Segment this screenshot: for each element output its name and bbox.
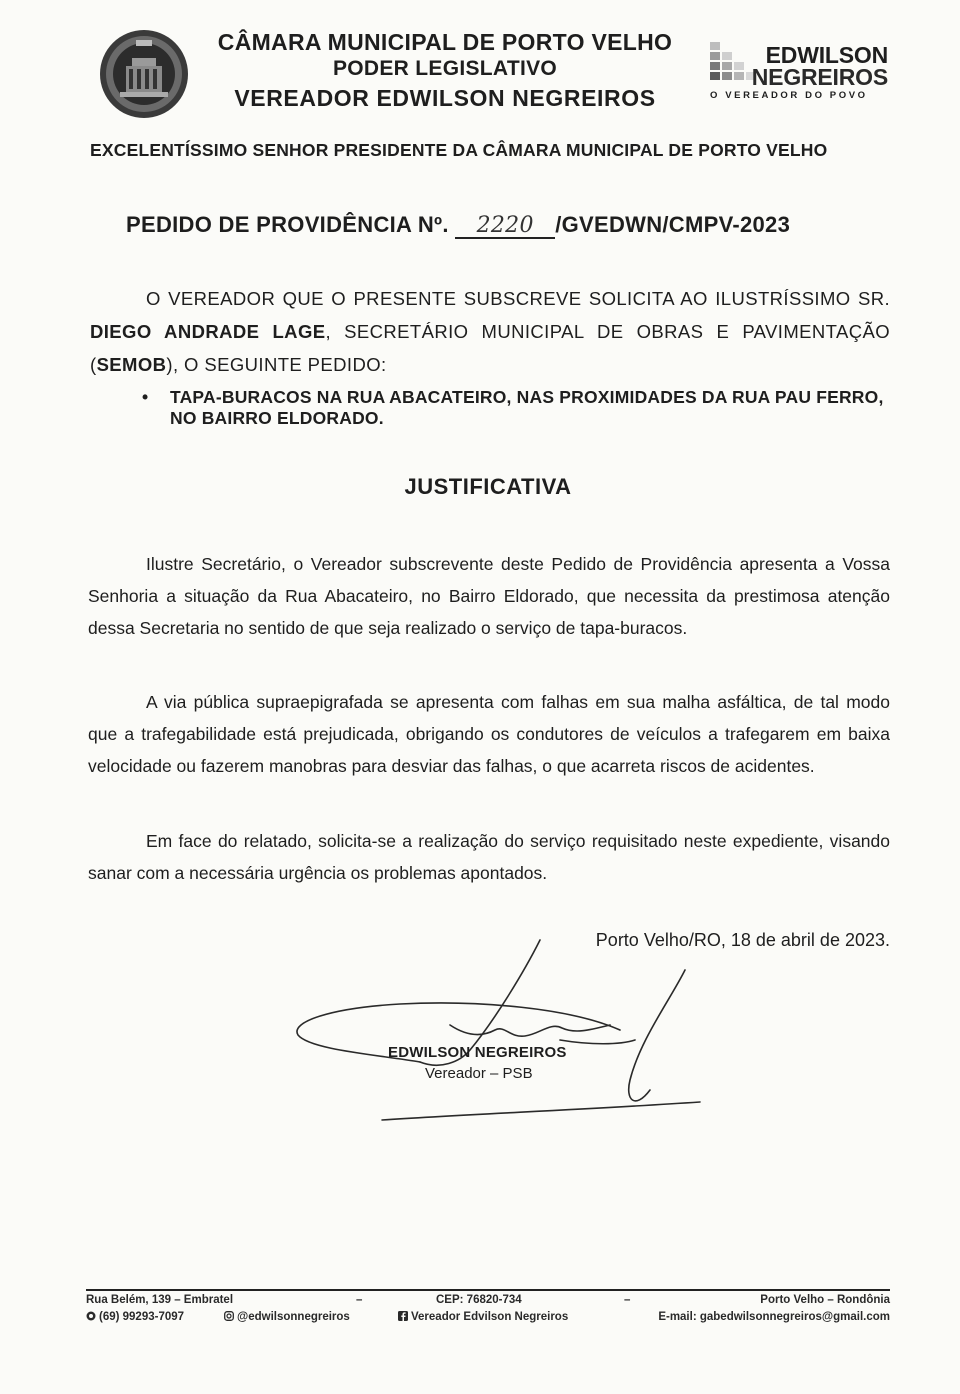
agency-acronym: SEMOB [96,354,167,375]
facebook-icon [398,1311,408,1321]
request-number-line [126,212,790,239]
institution-name: CÂMARA MUNICIPAL DE PORTO VELHO [217,29,673,55]
brand-name-line2: NEGREIROS [751,64,888,90]
whatsapp-icon [86,1311,96,1321]
handwritten-signature [290,930,710,1130]
list-item: • TAPA-BURACOS NA RUA ABACATEIRO, NAS PROXIMIDADES DA RUA PAU FERRO, NO BAIRRO ELDORADO. [142,387,884,428]
justification-paragraph-2: A via pública supraepigrafada se apresenta com falhas em sua malha asfáltica, de tal modo que a trafegabilidade está prejudicada, obrigando os condutores de veículos a trafegarem em baixa velocidade ou fazerem manobras para desviar das falhas, o que acarreta riscos de acidentes. [88,692,890,776]
justification-paragraph-1: Ilustre Secretário, o Vereador subscrevente deste Pedido de Providência apresenta a Vossa Senhoria a situação da Rua Abacateiro, no Bairro Eldorado, que necessita da prestimosa atenção dessa Secretaria no sentido de que seja realizado o serviço de tapa-buracos. [88,554,890,638]
request-number-field: 2220 [455,215,555,239]
justification-paragraph-3: Em face do relatado, solicita-se a realização do serviço requisitado neste expediente, visando sanar com a necessária urgência os problemas apontados. [88,831,890,883]
councilor-title: VEREADOR EDWILSON NEGREIROS [234,85,656,111]
date-line: Porto Velho/RO, 18 de abril de 2023. [595,930,890,950]
footer-instagram: @edwilsonnegreiros [237,1311,350,1323]
request-prefix: PEDIDO DE PROVIDÊNCIA Nº. [126,212,449,237]
request-list [140,387,892,429]
footer-cep: CEP: 76820-734 [436,1294,522,1306]
signer-name: EDWILSON NEGREIROS [388,1044,567,1061]
footer-divider [86,1289,890,1291]
instagram-icon [224,1311,234,1321]
justificativa-heading: JUSTIFICATIVA [404,474,572,499]
document-page: CÂMARA MUNICIPAL DE PORTO VELHO PODER LEGISLATIVO VEREADOR EDWILSON NEGREIROS EDWILSON NEGREIROS O VEREADOR DO POVO EXCELENTÍSSIMO SENHOR PRESIDENTE DA CÂMARA MUNICIPAL DE PORTO VELHO PEDIDO DE PROVIDÊNCIA Nº. 2220 /GVEDWN/CMPV-2023 O VEREADOR QUE O PRESENTE SUBSCREVE SOLICITA AO ILUSTRÍSSIMO SR. DIEGO ANDRADE LAGE, SECRETÁRIO MUNICIPAL DE OBRAS E PAVIMENTAÇÃO (SEMOB), O SEGUINTE PEDIDO: • TAPA-BURACOS NA RUA ABACATEIRO, NAS PROXIMIDADES DA RUA PAU FERRO, NO BAIRRO ELDORADO. JUSTIFICATIVA Ilustre Secretário, o Vereador subscrevente deste Pedido de Providência apresenta a Vossa Senhoria a situação da Rua Abacateiro, no Bairro Eldorado, que necessita da prestimosa atenção dessa Secretaria no sentido de que seja realizado o serviço de tapa-buracos. A via pública supraepigrafada se apresenta com falhas em sua malha asfáltica, de tal modo que a trafegabilidade está prejudicada, obrigando os condutores de veículos a trafegarem em baixa velocidade ou fazerem manobras para desviar das falhas, o que acarreta riscos de acidentes. Em face do relatado, solicita-se a realização do serviço requisitado neste expediente, visando sanar com a necessária urgência os problemas apontados. Porto Velho/RO, 18 de abril de 2023. EDWILSON NEGREIROS Vereador – PSB Rua Belém, 139 – Embratel – CEP: 76820-734 – Porto Velho – Rondônia (69) 99293-7097 @edwilsonnegreiros Vereador Edvilson Negreiros E-mail: gabedwilsonnegreiros@gmail.com [0,0,960,1394]
intro-paragraph: O VEREADOR QUE O PRESENTE SUBSCREVE SOLICITA AO ILUSTRÍSSIMO SR. DIEGO ANDRADE LAGE, SECRETÁRIO MUNICIPAL DE OBRAS E PAVIMENTAÇÃO (SEMOB), O SEGUINTE PEDIDO: [90,288,890,375]
brand-tagline: O VEREADOR DO POVO [710,90,868,101]
footer-phone: (69) 99293-7097 [99,1311,185,1323]
recipient-name: DIEGO ANDRADE LAGE [90,321,326,342]
letterhead [200,28,690,114]
signer-role: Vereador – PSB [425,1065,533,1082]
brand-name-line1: EDWILSON [765,42,888,68]
request-suffix: /GVEDWN/CMPV-2023 [555,212,791,237]
camara-seal-icon [98,28,190,120]
footer-address: Rua Belém, 139 – Embratel [86,1294,234,1306]
branch-name: PODER LEGISLATIVO [332,57,558,80]
footer-city: Porto Velho – Rondônia [760,1294,890,1306]
addressee-line: EXCELENTÍSSIMO SENHOR PRESIDENTE DA CÂMARA MUNICIPAL DE PORTO VELHO [90,140,828,160]
brand-logo [708,40,894,110]
footer-facebook: Vereador Edvilson Negreiros [411,1311,569,1323]
footer-email: E-mail: gabedwilsonnegreiros@gmail.com [658,1311,890,1323]
